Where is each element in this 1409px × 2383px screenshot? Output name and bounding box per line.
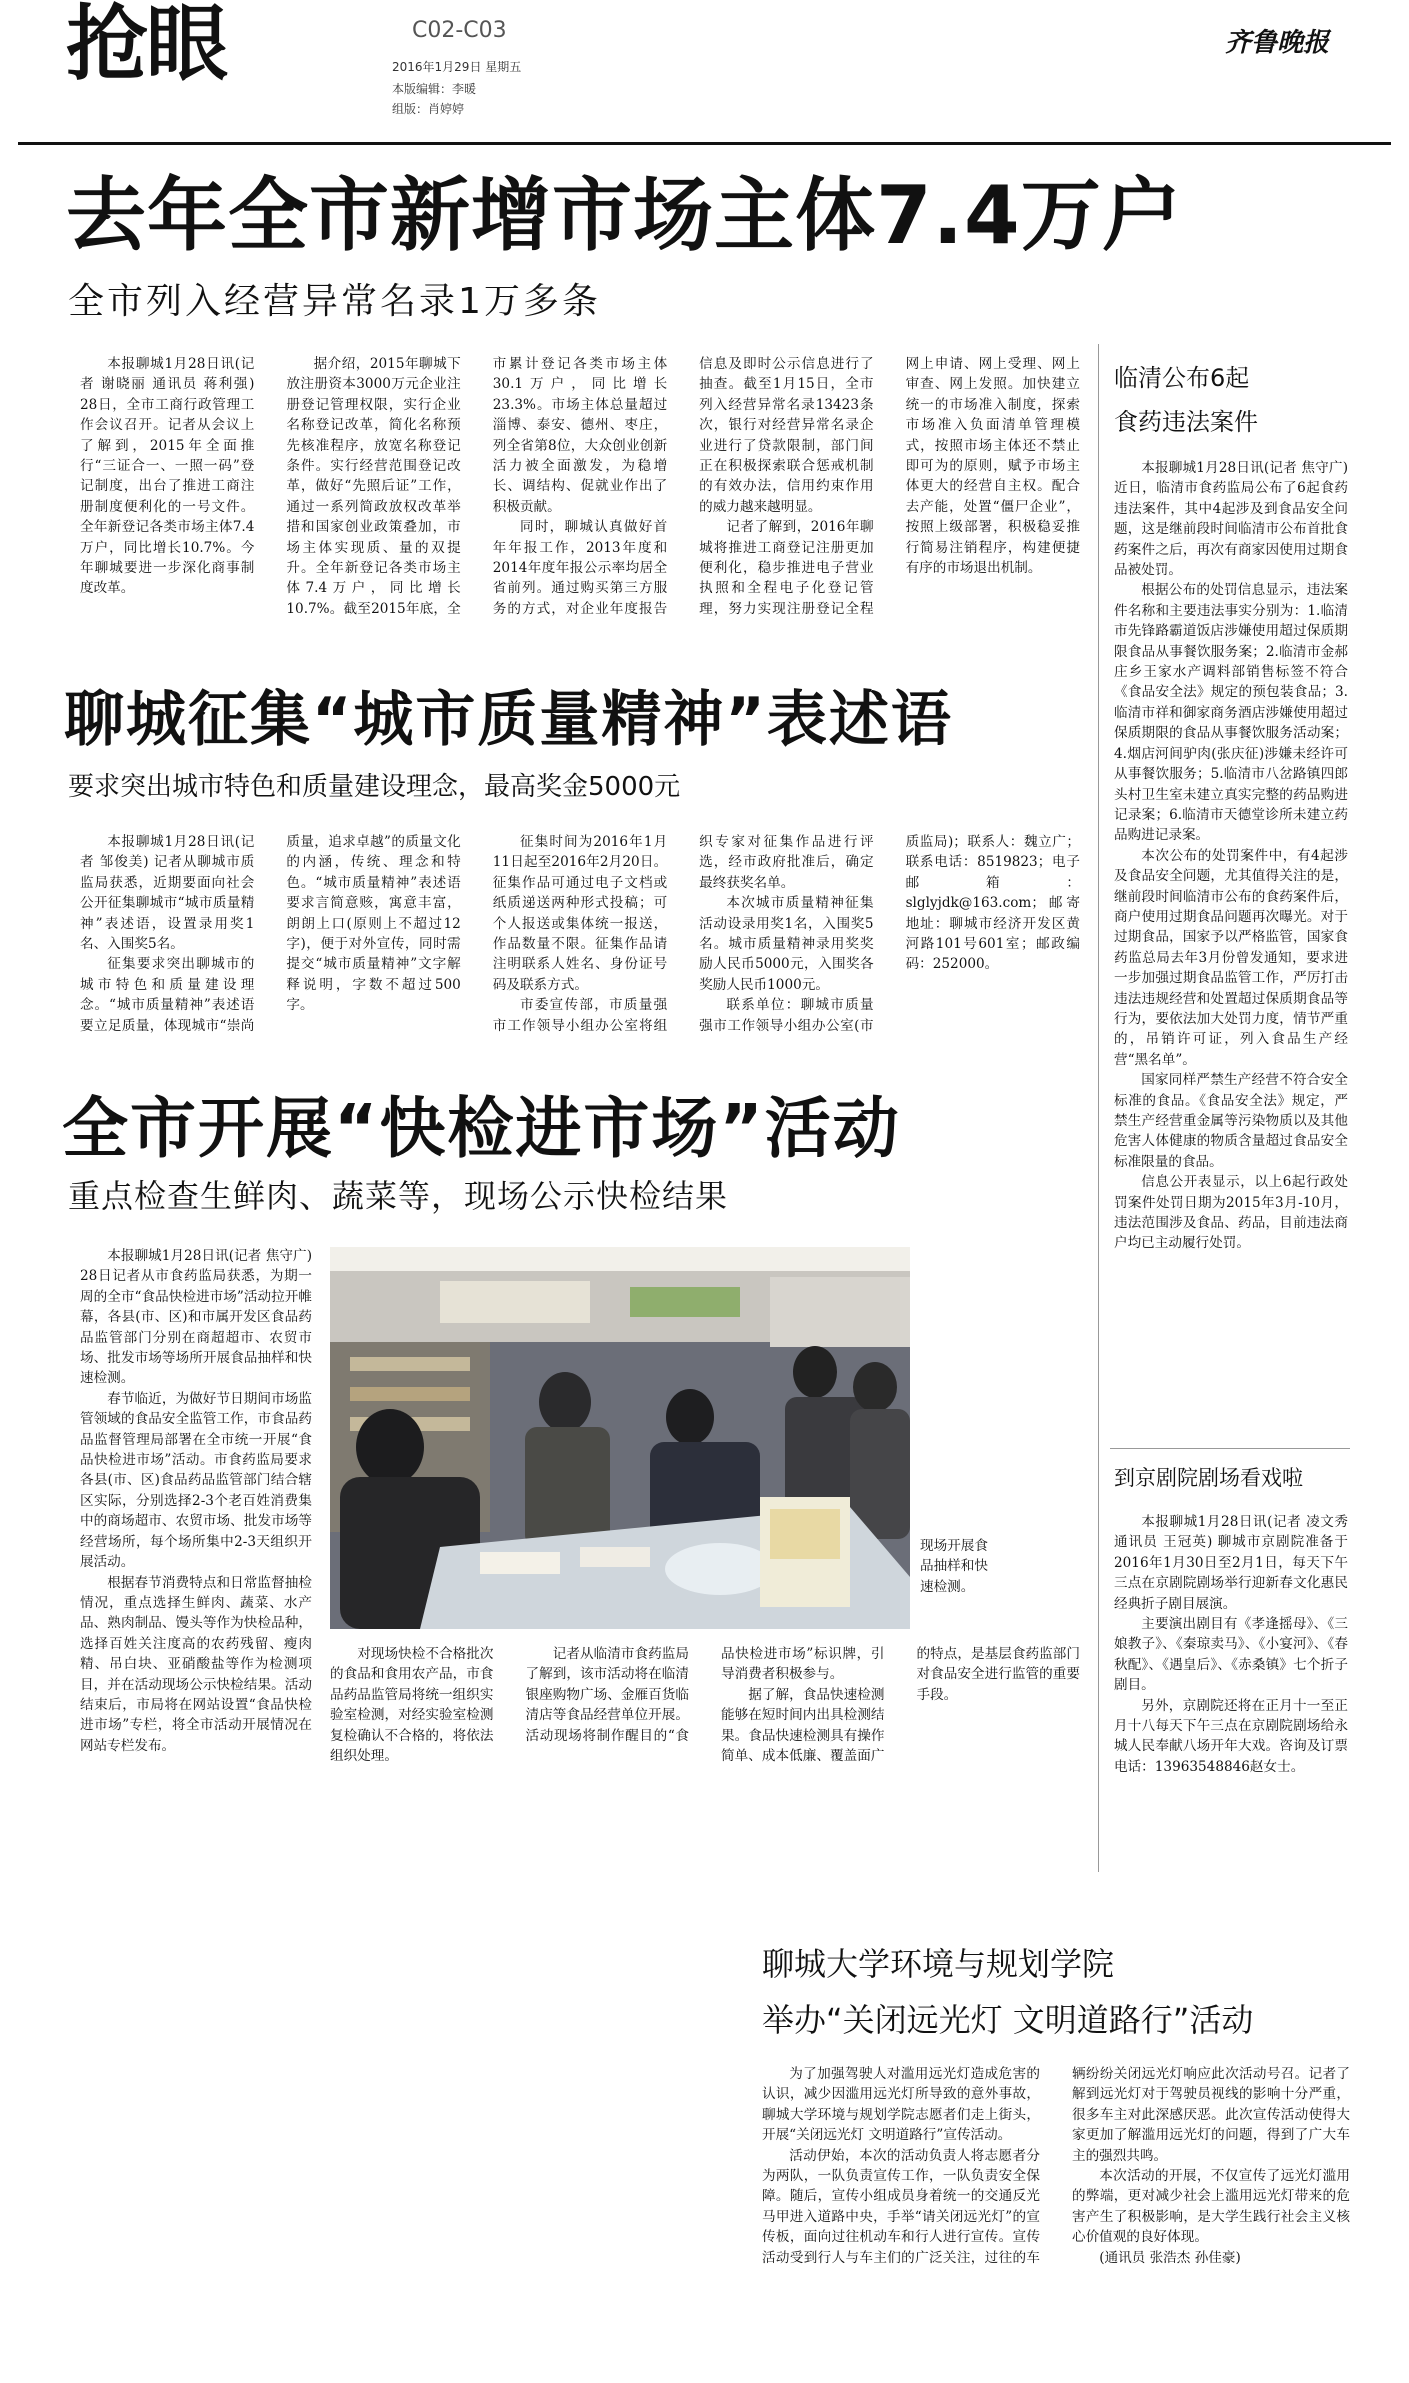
story2-body	[80, 832, 1080, 1072]
layout-credit: 组版：肖婷婷	[392, 102, 465, 116]
market-scene-illustration	[330, 1247, 910, 1629]
story1-paragraph: 据介绍，2015年聊城下放注册资本3000万元企业注册登记管理权限，实行企业名称登记改革，简化名称预先核准程序，放宽名称登记条件。实行经营范围登记改革，做好“先照后证”工作，通过一系列简政放权改革举措和国家创业政策叠加，市场主体实现质、量的双提升。全年新登记各类市场主体7.4万户，同比增长10.7%。截至2015年底，全市累计登记各类市场主体30.1万户，同比增长23.3%。市场主体总量超过淄博、泰安、德州、枣庄，列全省第8位，大众创业创新活力被全面激发，为稳增长、调结构、促就业作出了积极贡献。	[286, 356, 668, 617]
story4-body	[762, 2064, 1350, 2364]
story1-paragraph: 同时，聊城认真做好首年年报工作，2013年度和2014年度年报公示率均居全省前列。通过购买第三方服务的方式，对企业年度报告信息及即时公示信息进行了抽查。截至1月15日，全市列入经营异常名录13423条次，银行对经营异常名录企业进行了贷款限制，部门间正在积极探索联合惩戒机制的有效办法，信用约束作用的威力越来越明显。	[492, 356, 874, 617]
story3-paragraph: 根据春节消费特点和日常监督抽检情况，重点选择生鲜肉、蔬菜、水产品、熟肉制品、馒头等作为快检品种，选择百姓关注度高的农药残留、瘦肉精、吊白块、亚硝酸盐等作为检测项目，并在活动现场公示快检结果。活动结束后，市局将在网站设置“食品快检进市场”专栏，将全市活动开展情况在网站专栏发布。	[80, 1574, 312, 1754]
story1-body	[80, 354, 1080, 676]
sidebar1-headline-line1: 临清公布6起	[1114, 364, 1250, 392]
sidebar1-paragraph: 本次公布的处罚案件中，有4起涉及食品安全问题，尤其值得关注的是，继前段时间临清市公布的食药案件后，商户使用过期食品问题再次曝光。对于过期食品，国家予以严格监管，国家食药监总局去年3月份曾发通知，要求进一步加强过期食品监管工作，严厉打击违法违规经营和处置超过保质期食品等行为，要依法加大处罚力度，情节严重的，吊销许可证，列入食品生产经营“黑名单”。	[1114, 847, 1348, 1068]
story2-headline: 聊城征集“城市质量精神”表述语	[64, 685, 953, 755]
story3-body-col1	[80, 1246, 312, 1808]
masthead-rule	[18, 142, 1391, 145]
sidebar2-body	[1114, 1512, 1348, 1832]
story4-byline: (通讯员 张浩杰 孙佳豪)	[1099, 2249, 1241, 2266]
story4-headline-line1: 聊城大学环境与规划学院	[762, 1945, 1115, 1983]
story3-subhead: 重点检查生鲜肉、蔬菜等，现场公示快检结果	[68, 1177, 729, 1215]
sidebar2-paragraph: 本报聊城1月28日讯(记者 凌文秀 通讯员 王冠英) 聊城市京剧院准备于2016年1月30日至2月1日，每天下午三点在京剧院剧场举行迎新春文化惠民经典折子剧目展演。	[1114, 1514, 1348, 1612]
story2-subhead: 要求突出城市特色和质量建设理念，最高奖金5000元	[68, 772, 681, 802]
story4-headline-line2: 举办“关闭远光灯 文明道路行”活动	[762, 2001, 1254, 2039]
issue-date: 2016年1月29日 星期五	[392, 60, 522, 74]
sidebar1-paragraph: 本报聊城1月28日讯(记者 焦守广) 近日，临清市食药监局公布了6起食药违法案件，其中4起涉及到食品安全问题，这是继前段时间临清市公布首批食药案件之后，再次有商家因使用过期食品被处罚。	[1114, 460, 1348, 579]
sidebar2-headline: 到京剧院剧场看戏啦	[1114, 1466, 1303, 1490]
story3-headline: 全市开展“快检进市场”活动	[62, 1090, 901, 1167]
story2-paragraph: 征集时间为2016年1月11日起至2016年2月20日。征集作品可通过电子文档或纸质递送两种形式投稿；可个人报送或集体统一报送，作品数量不限。征集作品请注明联系人姓名、身份证号码及联系方式。	[492, 834, 668, 993]
story1-subhead: 全市列入经营异常名录1万多条	[68, 281, 601, 322]
story3-paragraph: 据了解，食品快速检测能够在短时间内出具检测结果。食品快速检测具有操作简单、成本低廉、覆盖面广的特点，是基层食药监部门对食品安全进行监管的重要手段。	[721, 1646, 1080, 1765]
story4-paragraph: 活动伊始，本次的活动负责人将志愿者分为两队，一队负责宣传工作，一队负责安全保障。随后，宣传小组成员身着统一的交通反光马甲进入道路中央，手举“请关闭远光灯”的宣传板，面向过往机动车和行人进行宣传。宣传活动受到行人与车主们的广泛关注，过往的车辆纷纷关闭远光灯响应此次活动号召。记者了解到远光灯对于驾驶员视线的影响十分严重，很多车主对此深感厌恶。此次宣传活动使得大家更加了解滥用远光灯的问题，得到了广大车主的强烈共鸣。	[762, 2066, 1350, 2266]
sidebar1-headline-line2: 食药违法案件	[1114, 408, 1258, 436]
story3-paragraph: 记者从临清市食药监局了解到，该市活动将在临清银座购物广场、金雁百货临清店等食品经营单位开展。活动现场将制作醒目的“食品快检进市场”标识牌，引导消费者积极参与。	[525, 1646, 885, 1744]
sidebar1-body	[1114, 458, 1348, 1458]
story4-paragraph: 为了加强驾驶人对滥用远光灯造成危害的认识，减少因滥用远光灯所导致的意外事故，聊城大学环境与规划学院志愿者们走上街头，开展“关闭远光灯 文明道路行”宣传活动。	[762, 2066, 1040, 2144]
story2-paragraph: 市委宣传部，市质量强市工作领导小组办公室将组织专家对征集作品进行评选，经市政府批准后，确定最终获奖名单。	[492, 834, 874, 1034]
story3-paragraph: 春节临近，为做好节日期间市场监管领域的食品安全监管工作，市食品药品监督管理局部署在全市统一开展“食品快检进市场”活动。市食药监局要求各县(市、区)食品药品监管部门结合辖区实际，分别选择2-3个老百姓消费集中的商场超市、农贸市场、批发市场等经营场所，每个场所集中2-3天组织开展活动。	[80, 1390, 312, 1571]
sidebar-divider	[1098, 344, 1099, 1872]
story3-body-lower	[330, 1644, 1080, 1814]
paper-logo: 齐鲁晚报	[1224, 28, 1329, 57]
story2-paragraph: 本次城市质量精神征集活动设录用奖1名，入围奖5名。城市质量精神录用奖奖励人民币5000元，入围奖各奖励人民币1000元。	[699, 895, 874, 993]
sidebar2-paragraph: 主要演出剧目有《孝逢摇母》、《三娘教子》、《秦琼卖马》、《小宴河》、《春秋配》、《遇皇后》、《赤桑镇》七个折子剧目。	[1114, 1616, 1348, 1694]
story1-headline: 去年全市新增市场主体7.4万户	[66, 169, 1183, 262]
sidebar2-paragraph: 另外，京剧院还将在正月十一至正月十八每天下午三点在京剧院剧场给永城人民奉献八场开年大戏。咨询及订票电话：13963548846赵女士。	[1114, 1697, 1348, 1775]
sidebar1-paragraph: 根据公布的处罚信息显示，违法案件名称和主要违法事实分别为：1.临清市先锋路霸道饭店涉嫌使用超过保质期限食品从事餐饮服务案；2.临清市金郝庄乡王家水产调料部销售标签不符合《食品安全法》规定的预包装食品；3.临清市祥和御家商务酒店涉嫌使用超过保质期限的食品从事餐饮服务活动案；4.烟店河间驴肉(张庆征)涉嫌未经许可从事餐饮服务；5.临清市八岔路镇四郎头村卫生室未建立真实完整的药品购进记录案；6.临清市天德堂诊所未建立药品购进记录案。	[1114, 582, 1348, 844]
section-title: 抢眼	[66, 0, 227, 92]
news-photo-food-testing	[330, 1247, 910, 1629]
story3-paragraph: 本报聊城1月28日讯(记者 焦守广) 28日记者从市食药监局获悉，为期一周的全市“食品快检进市场”活动拉开帷幕，各县(市、区)和市属开发区食品药品监管部门分别在商超超市、农贸市场、批发市场等场所开展食品抽样和快速检测。	[80, 1248, 312, 1387]
sidebar-separator	[1110, 1448, 1350, 1449]
sidebar1-paragraph: 信息公开表显示，以上6起行政处罚案件处罚日期为2015年3月-10月，违法范围涉及食品、药品，目前违法商户均已主动履行处罚。	[1114, 1174, 1348, 1252]
photo-caption: 现场开展食品抽样和快速检测。	[920, 1538, 988, 1595]
editor-credit: 本版编辑：李暖	[392, 82, 477, 96]
story2-paragraph: 本报聊城1月28日讯(记者 邹俊美) 记者从聊城市质监局获悉，近期要面向社会公开征集聊城市“城市质量精神”表述语，设置录用奖1名、入围奖5名。	[80, 834, 255, 953]
story3-paragraph: 对现场快检不合格批次的食品和食用农产品，市食品药品监管局将统一组织实验室检测，对经实验室检测复检确认不合格的，将依法组织处理。	[330, 1646, 494, 1765]
sidebar1-paragraph: 国家同样严禁生产经营不符合安全标准的食品。《食品安全法》规定，严禁生产经营重金属等污染物质以及其他危害人体健康的物质含量超过食品安全标准限量的食品。	[1114, 1072, 1348, 1170]
story2-paragraph: 联系单位：聊城市质量强市工作领导小组办公室(市质监局)；联系人：魏立广；联系电话：8519823；电子邮箱：slglyjdk@163.com；邮寄地址：聊城市经济开发区黄河路101号601室；邮政编码：252000。	[699, 834, 1080, 1034]
story1-paragraph: 本报聊城1月28日讯(记者 谢晓丽 通讯员 蒋利强) 28日，全市工商行政管理工作会议召开。记者从会议上了解到，2015年全面推行“三证合一、一照一码”登记制度，出台了推进工商注册制度便利化的一号文件。全年新登记各类市场主体7.4万户，同比增长10.7%。今年聊城要进一步深化商事制度改革。	[80, 356, 255, 597]
story1-paragraph: 记者了解到，2016年聊城将推进工商登记注册更加便利化，稳步推进电子营业执照和全程电子化登记管理，努力实现注册登记全程网上申请、网上受理、网上审查、网上发照。加快建立统一的市场准入制度，探索市场准入负面清单管理模式，按照市场主体还不禁止即可为的原则，赋予市场主体更大的经营自主权。配合去产能，处置“僵尸企业”，按照上级部署，积极稳妥推行简易注销程序，构建便捷有序的市场退出机制。	[699, 356, 1080, 617]
story4-paragraph: 本次活动的开展，不仅宣传了远光灯滥用的弊端，更对减少社会上滥用远光灯带来的危害产生了积极影响，是大学生践行社会主义核心价值观的良好体现。	[1072, 2168, 1350, 2246]
story2-paragraph: 征集要求突出聊城市的城市特色和质量建设理念。“城市质量精神”表述语要立足质量，体现城市“崇尚质量，追求卓越”的质量文化的内涵，传统、理念和特色。“城市质量精神”表述语要求言简意赅，寓意丰富，朗朗上口(原则上不超过12字)，便于对外宣传，同时需提交“城市质量精神”文字解释说明，字数不超过500字。	[80, 834, 461, 1034]
page-numbers: C02-C03	[412, 18, 507, 43]
